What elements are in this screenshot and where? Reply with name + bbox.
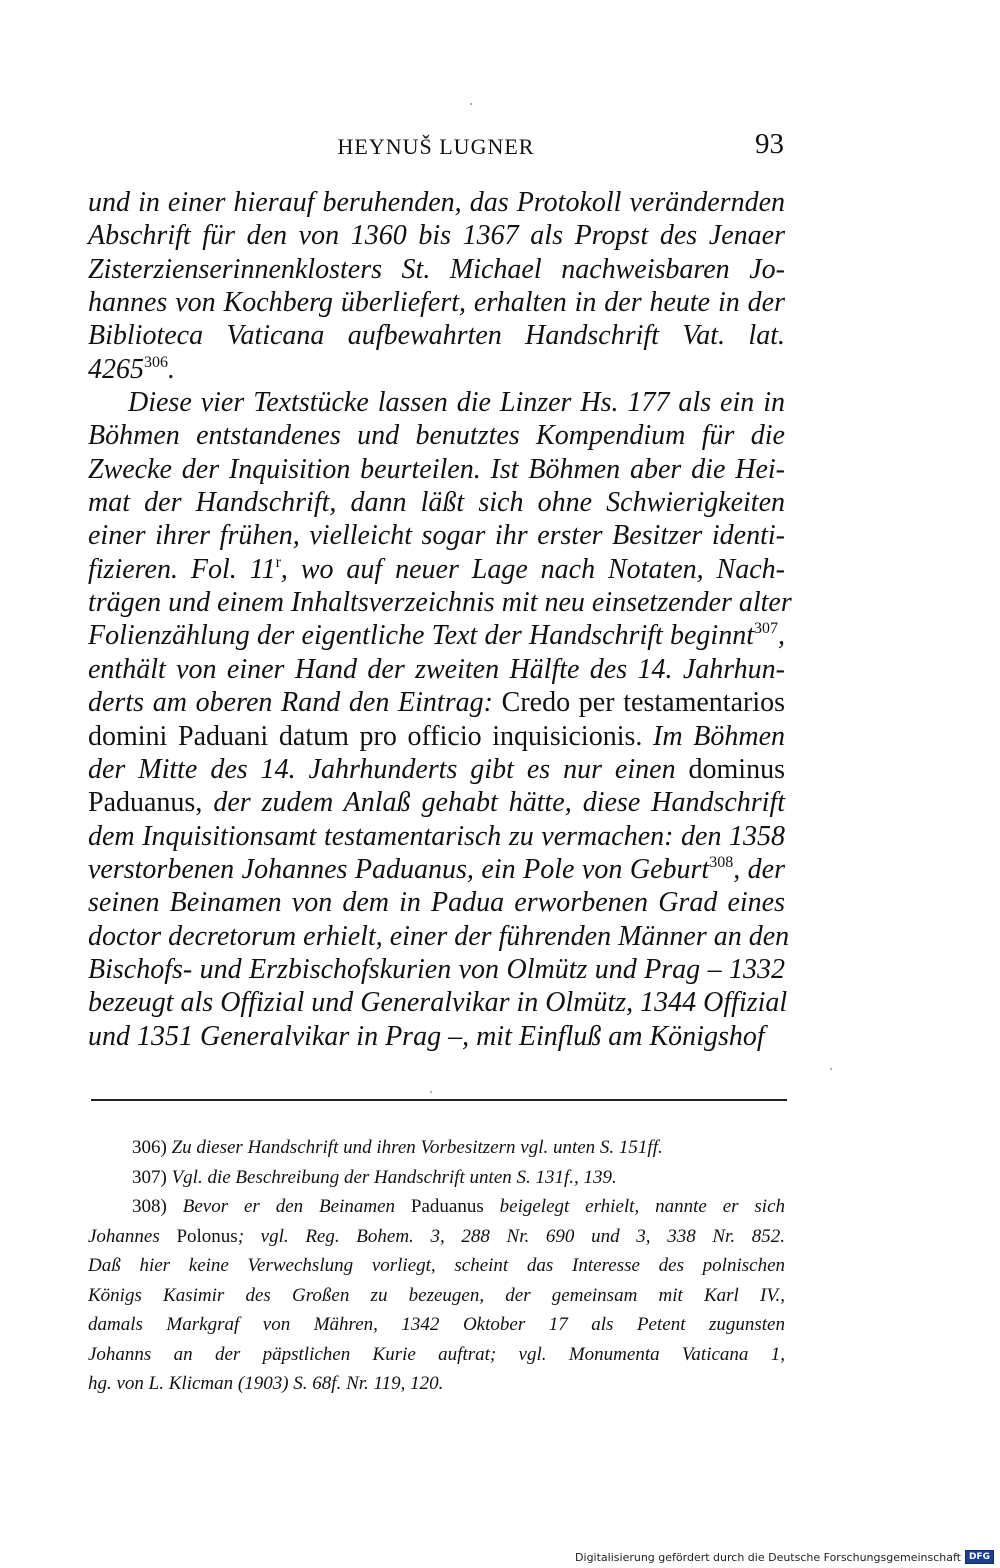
text-line <box>88 253 785 286</box>
text-run: Zwecke der Inquisition beurteilen. Ist Böhmen aber die Hei- <box>88 453 785 485</box>
text-run: Credo per testamentarios <box>501 687 785 719</box>
footnote-line <box>88 1163 785 1193</box>
text-run: Bischofs- und Erzbischofskurien von Olmütz und Prag – 1332 <box>88 953 785 985</box>
text-run: Zu dieser Handschrift und ihren Vorbesitzern vgl. unten S. 151ff. <box>171 1137 663 1158</box>
text-line <box>88 186 785 219</box>
text-line <box>88 786 785 819</box>
text-line <box>88 386 785 419</box>
text-run: Paduanus, <box>88 787 214 819</box>
footnote-ref: 306 <box>144 353 168 371</box>
text-line <box>88 686 785 719</box>
text-line <box>88 353 785 386</box>
text-run: dem Inquisitionsamt testamentarisch zu vermachen: den 1358 <box>88 820 785 852</box>
text-line <box>88 286 785 319</box>
text-line <box>88 319 785 352</box>
text-run: Bevor er den Beinamen <box>182 1196 411 1217</box>
footnote-line <box>88 1340 785 1370</box>
scan-speck <box>830 1068 832 1070</box>
text-run: Königs Kasimir des Großen zu bezeugen, der gemeinsam mit Karl IV., <box>88 1284 785 1306</box>
text-run: der Mitte des 14. Jahrhunderts gibt es nur einen <box>88 753 689 785</box>
text-run: Polonus <box>176 1225 238 1247</box>
footnote-line <box>88 1192 785 1222</box>
text-run: Johannes <box>88 1225 177 1247</box>
page-number: 93 <box>755 128 784 160</box>
text-line <box>88 453 785 486</box>
text-run: damals Markgraf von Mähren, 1342 Oktober 17 als Petent zugunsten <box>88 1314 785 1335</box>
text-run: dominus <box>688 753 785 785</box>
text-run: und 1351 Generalvikar in Prag –, mit Einfluß am Königshof <box>88 1020 765 1052</box>
text-line <box>88 653 785 686</box>
text-run: , der <box>733 853 786 885</box>
dfg-logo: DFG <box>965 1550 994 1564</box>
text-line <box>88 953 785 986</box>
text-line <box>88 853 785 886</box>
text-run: beigelegt erhielt, nannte er sich <box>499 1196 786 1217</box>
text-run: hg. von L. Klicman (1903) S. 68f. Nr. 119, 120. <box>88 1373 444 1394</box>
footnote-separator <box>91 1099 787 1101</box>
text-run: Johanns an der päpstlichen Kurie auftrat; vgl. Monumenta Vaticana 1, <box>88 1343 785 1365</box>
text-run: hannes von Kochberg überliefert, erhalten in der heute in der <box>88 287 785 319</box>
text-line <box>88 553 785 586</box>
text-run: Folienzählung der eigentliche Text der Handschrift beginnt <box>88 620 754 652</box>
text-run: Böhmen entstandenes und benutztes Kompendium für die <box>88 420 785 452</box>
footnotes <box>88 1133 785 1399</box>
footnote-line <box>88 1133 785 1163</box>
text-run: verstorbenen Johannes Paduanus, ein Pole von Geburt <box>88 853 710 885</box>
footnote-line <box>88 1281 785 1311</box>
text-run: Daß hier keine Verwechslung vorliegt, scheint das Interesse des polnischen <box>88 1255 785 1276</box>
text-run: domini Paduani datum pro officio inquisicionis. <box>88 720 654 752</box>
text-run: mat der Handschrift, dann läßt sich ohne Schwierigkeiten <box>88 487 785 519</box>
scan-speck <box>470 103 472 105</box>
text-run: derts am oberen Rand den Eintrag: <box>88 687 502 719</box>
text-run: 308) <box>132 1196 183 1217</box>
text-run: Biblioteca Vaticana aufbewahrten Handschrift Vat. lat. <box>88 320 785 352</box>
text-run: 307) <box>132 1166 172 1188</box>
text-line <box>88 920 790 953</box>
text-run: enthält von einer Hand der zweiten Hälfte des 14. Jahrhun- <box>88 653 785 685</box>
text-line <box>88 519 785 552</box>
scan-speck <box>430 1091 432 1093</box>
running-title: HEYNUŠ LUGNER <box>337 134 535 159</box>
text-run: , wo auf neuer Lage nach Notaten, Nach- <box>280 553 785 585</box>
text-run: bezeugt als Offizial und Generalvikar in Olmütz, 1344 Offizial <box>88 987 788 1019</box>
text-run: Vgl. die Beschreibung der Handschrift unten S. 131f., 139. <box>171 1166 617 1188</box>
footnote-ref: r <box>275 553 281 571</box>
footnote-line <box>88 1369 785 1399</box>
text-line <box>88 586 792 619</box>
main-text <box>88 186 792 1053</box>
text-run: doctor decretorum erhielt, einer der führenden Männer an den <box>88 920 790 952</box>
text-line <box>88 619 785 652</box>
text-line <box>88 886 785 919</box>
text-line <box>88 753 785 786</box>
text-run: der zudem Anlaß gehabt hätte, diese Handschrift <box>213 787 786 819</box>
credit-text: Digitalisierung gefördert durch die Deutsche Forschungsgemeinschaft <box>575 1550 961 1564</box>
text-run: Zisterzienserinnenklosters St. Michael nachweisbaren Jo- <box>88 253 785 285</box>
text-run: Im Böhmen <box>653 720 785 752</box>
footnote-ref: 308 <box>709 853 734 871</box>
text-line <box>88 720 785 753</box>
text-line <box>88 419 785 452</box>
text-line <box>88 820 785 853</box>
text-run: und in einer hierauf beruhenden, das Protokoll verändernden <box>88 187 785 218</box>
text-run: 4265 <box>88 353 144 385</box>
text-run: seinen Beinamen von dem in Padua erworbenen Grad eines <box>88 887 785 919</box>
text-run: ; vgl. Reg. Bohem. 3, 288 Nr. 690 und 3, 338 Nr. 852. <box>237 1225 785 1247</box>
digitization-credit <box>575 1550 994 1564</box>
text-run: trägen und einem Inhaltsverzeichnis mit neu einsetzender alter <box>88 587 792 619</box>
page-header <box>88 128 784 174</box>
text-run: , <box>778 620 785 652</box>
footnote-line <box>88 1222 785 1252</box>
text-run: Paduanus <box>410 1196 500 1217</box>
text-run: fizieren. Fol. 11 <box>88 553 276 585</box>
text-run: einer ihrer frühen, vielleicht sogar ihr erster Besitzer identi- <box>88 520 785 552</box>
text-line <box>88 1020 785 1053</box>
text-run: Diese vier Textstücke lassen die Linzer Hs. 177 als ein in <box>128 387 785 419</box>
text-line <box>88 219 785 252</box>
text-line <box>88 486 785 519</box>
text-run: 306) <box>132 1137 172 1158</box>
text-line <box>88 986 788 1019</box>
text-run: . <box>168 353 175 385</box>
text-run: Abschrift für den von 1360 bis 1367 als Propst des Jenaer <box>88 220 785 252</box>
footnote-line <box>88 1251 785 1281</box>
footnote-ref: 307 <box>754 620 778 638</box>
footnote-line <box>88 1310 785 1340</box>
